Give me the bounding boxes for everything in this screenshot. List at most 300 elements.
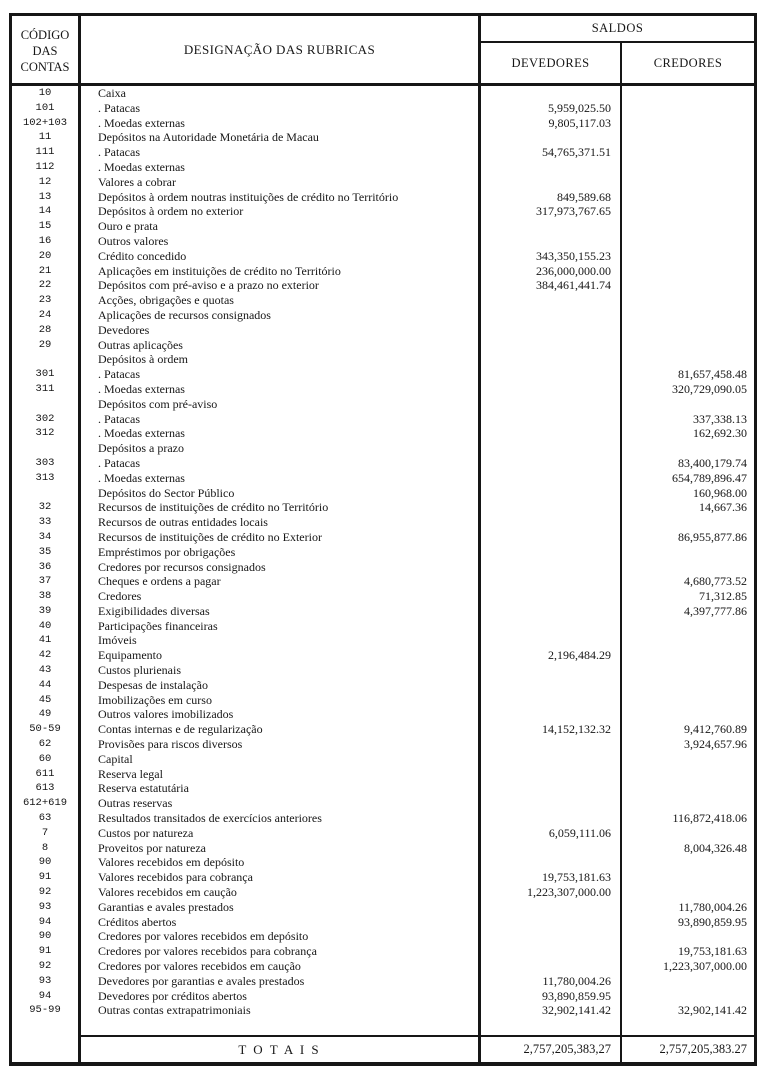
credores-value bbox=[622, 145, 754, 160]
devedores-value bbox=[481, 796, 622, 811]
devedores-value bbox=[481, 781, 622, 796]
table-row bbox=[12, 737, 754, 752]
table-row bbox=[12, 604, 754, 619]
rubric-label: Participações financeiras bbox=[81, 619, 481, 634]
header-saldos bbox=[481, 16, 754, 43]
account-code: 94 bbox=[12, 989, 81, 1004]
table-row bbox=[12, 515, 754, 530]
credores-value: 83,400,179.74 bbox=[678, 455, 747, 470]
account-code: 32 bbox=[12, 500, 81, 515]
account-code: 101 bbox=[12, 101, 81, 116]
table-row bbox=[12, 486, 754, 501]
account-code: 41 bbox=[12, 633, 81, 648]
credores-value bbox=[622, 633, 754, 648]
account-code: 93 bbox=[12, 974, 81, 989]
header-saldos-group bbox=[481, 16, 754, 83]
table-row bbox=[12, 101, 754, 116]
rubric-label: Devedores por créditos abertos bbox=[81, 989, 481, 1004]
rubric-label: Caixa bbox=[81, 86, 481, 101]
account-code: 29 bbox=[12, 338, 81, 353]
account-code: 23 bbox=[12, 293, 81, 308]
rubric-label: Depósitos a prazo bbox=[81, 441, 481, 456]
table-row bbox=[12, 589, 754, 604]
rubric-label: Proveitos por natureza bbox=[81, 841, 481, 856]
credores-value: 162,692.30 bbox=[693, 426, 747, 441]
table-row bbox=[12, 426, 754, 441]
header-codigo-line3: CONTAS bbox=[20, 59, 70, 74]
table-row bbox=[12, 293, 754, 308]
table-row bbox=[12, 412, 754, 427]
rubric-label: Outras reservas bbox=[81, 796, 481, 811]
rubric-label: Cheques e ordens a pagar bbox=[81, 574, 481, 589]
rubric-label: Credores bbox=[81, 589, 481, 604]
devedores-value: 384,461,441.74 bbox=[481, 278, 622, 293]
rubric-label: Devedores por garantias e avales prestados bbox=[81, 974, 481, 989]
credores-value: 8,004,326.48 bbox=[684, 840, 747, 855]
devedores-value bbox=[481, 308, 622, 323]
account-code: 15 bbox=[12, 219, 81, 234]
table-row bbox=[12, 278, 754, 293]
account-code: 93 bbox=[12, 900, 81, 915]
credores-value bbox=[622, 663, 754, 678]
account-code: 10 bbox=[12, 86, 81, 101]
credores-value bbox=[622, 234, 754, 249]
credores-value bbox=[622, 278, 754, 293]
table-row bbox=[12, 264, 754, 279]
account-code: 611 bbox=[12, 767, 81, 782]
devedores-value bbox=[481, 959, 622, 974]
table-row bbox=[12, 560, 754, 575]
devedores-value: 317,973,767.65 bbox=[481, 204, 622, 219]
credores-value: 4,397,777.86 bbox=[684, 603, 747, 618]
credores-value bbox=[622, 515, 754, 530]
table-row bbox=[12, 190, 754, 205]
table-row bbox=[12, 811, 754, 826]
account-code: 38 bbox=[12, 589, 81, 604]
devedores-value: 236,000,000.00 bbox=[481, 264, 622, 279]
totals-code-cell bbox=[12, 1035, 81, 1062]
rubric-label: Aplicações de recursos consignados bbox=[81, 308, 481, 323]
rubric-label: Contas internas e de regularização bbox=[81, 722, 481, 737]
account-code: 613 bbox=[12, 781, 81, 796]
rubric-label: Recursos de instituições de crédito no Território bbox=[81, 500, 481, 515]
header-codigo-line1: CÓDIGO bbox=[20, 27, 70, 42]
rubric-label: . Patacas bbox=[81, 456, 481, 471]
account-code: 63 bbox=[12, 811, 81, 826]
totals-label: T O T A I S bbox=[81, 1035, 481, 1062]
credores-value bbox=[622, 796, 754, 811]
credores-value bbox=[622, 116, 754, 131]
credores-value bbox=[622, 648, 754, 663]
table-row bbox=[12, 116, 754, 131]
account-code: 22 bbox=[12, 278, 81, 293]
devedores-value: 93,890,859.95 bbox=[481, 989, 622, 1004]
devedores-value: 5,959,025.50 bbox=[481, 101, 622, 116]
credores-value bbox=[622, 989, 754, 1004]
devedores-value bbox=[481, 471, 622, 486]
rubric-label: . Moedas externas bbox=[81, 426, 481, 441]
devedores-value bbox=[481, 693, 622, 708]
account-code: 90 bbox=[12, 855, 81, 870]
rubric-label: Outros valores imobilizados bbox=[81, 707, 481, 722]
account-code: 42 bbox=[12, 648, 81, 663]
totals-row bbox=[12, 1035, 754, 1062]
account-code: 313 bbox=[12, 471, 81, 486]
rubric-label: Outras contas extrapatrimoniais bbox=[81, 1003, 481, 1018]
header-saldos-label: SALDOS bbox=[591, 21, 644, 35]
credores-value bbox=[622, 338, 754, 353]
header-codigo-das-contas bbox=[12, 16, 81, 83]
account-code: 49 bbox=[12, 707, 81, 722]
rubric-label: Valores recebidos em depósito bbox=[81, 855, 481, 870]
table-row bbox=[12, 175, 754, 190]
account-code: 8 bbox=[12, 841, 81, 856]
devedores-value bbox=[481, 841, 622, 856]
devedores-value: 343,350,155.23 bbox=[481, 249, 622, 264]
table-row bbox=[12, 767, 754, 782]
account-code: 34 bbox=[12, 530, 81, 545]
devedores-value bbox=[481, 589, 622, 604]
devedores-value bbox=[481, 633, 622, 648]
rubric-label: Credores por valores recebidos em depósito bbox=[81, 929, 481, 944]
table-row bbox=[12, 678, 754, 693]
header-devedores-label: DEVEDORES bbox=[511, 55, 590, 70]
devedores-value bbox=[481, 323, 622, 338]
totals-credores-value: 2,757,205,383.27 bbox=[622, 1035, 754, 1062]
rubric-label: . Patacas bbox=[81, 145, 481, 160]
devedores-value bbox=[481, 545, 622, 560]
devedores-value: 849,589.68 bbox=[481, 190, 622, 205]
table-row bbox=[12, 500, 754, 515]
devedores-value bbox=[481, 944, 622, 959]
credores-value bbox=[622, 870, 754, 885]
account-code: 16 bbox=[12, 234, 81, 249]
table-row bbox=[12, 234, 754, 249]
account-code: 60 bbox=[12, 752, 81, 767]
credores-value: 3,924,657.96 bbox=[684, 737, 747, 752]
credores-value bbox=[622, 86, 754, 101]
account-code: 94 bbox=[12, 915, 81, 930]
credores-value bbox=[622, 752, 754, 767]
table-row bbox=[12, 1003, 754, 1018]
table-row bbox=[12, 249, 754, 264]
account-code: 24 bbox=[12, 308, 81, 323]
account-code: 12 bbox=[12, 175, 81, 190]
credores-value bbox=[622, 855, 754, 870]
header-codigo-line2: DAS bbox=[32, 43, 58, 58]
devedores-value: 14,152,132.32 bbox=[481, 722, 622, 737]
table-row bbox=[12, 781, 754, 796]
table-header bbox=[12, 16, 754, 86]
credores-value bbox=[622, 885, 754, 900]
account-code bbox=[12, 441, 81, 456]
account-code: 301 bbox=[12, 367, 81, 382]
table-row bbox=[12, 796, 754, 811]
devedores-value bbox=[481, 929, 622, 944]
credores-value bbox=[622, 974, 754, 989]
rubric-label: Garantias e avales prestados bbox=[81, 900, 481, 915]
rubric-label: Custos plurienais bbox=[81, 663, 481, 678]
header-saldos-subcolumns bbox=[481, 43, 754, 83]
table-row bbox=[12, 367, 754, 382]
rubric-label: . Patacas bbox=[81, 101, 481, 116]
table-row bbox=[12, 915, 754, 930]
credores-value bbox=[622, 101, 754, 116]
rubric-label: Despesas de instalação bbox=[81, 678, 481, 693]
header-credores bbox=[622, 43, 754, 83]
rubric-label: . Patacas bbox=[81, 367, 481, 382]
credores-value bbox=[622, 693, 754, 708]
credores-value bbox=[622, 249, 754, 264]
account-code: 111 bbox=[12, 145, 81, 160]
table-row bbox=[12, 145, 754, 160]
credores-value: 9,412,760.89 bbox=[684, 722, 747, 737]
table-row bbox=[12, 944, 754, 959]
credores-value: 654,789,896.47 bbox=[672, 470, 747, 485]
account-code: 95-99 bbox=[12, 1003, 81, 1018]
table-row bbox=[12, 456, 754, 471]
rubric-label: . Moedas externas bbox=[81, 160, 481, 175]
rubric-label: Depósitos na Autoridade Monetária de Macau bbox=[81, 130, 481, 145]
table-row bbox=[12, 855, 754, 870]
devedores-value bbox=[481, 382, 622, 397]
devedores-value bbox=[481, 338, 622, 353]
devedores-value bbox=[481, 160, 622, 175]
account-code: 91 bbox=[12, 870, 81, 885]
credores-value: 14,667.36 bbox=[699, 500, 747, 515]
account-code: 102+103 bbox=[12, 116, 81, 131]
rubric-label: Equipamento bbox=[81, 648, 481, 663]
devedores-value bbox=[481, 397, 622, 412]
account-code: 28 bbox=[12, 323, 81, 338]
rubric-label: Ouro e prata bbox=[81, 219, 481, 234]
account-code: 40 bbox=[12, 619, 81, 634]
devedores-value: 6,059,111.06 bbox=[481, 826, 622, 841]
table-row bbox=[12, 989, 754, 1004]
rubric-label: . Moedas externas bbox=[81, 382, 481, 397]
rubric-label: Recursos de outras entidades locais bbox=[81, 515, 481, 530]
account-code: 7 bbox=[12, 826, 81, 841]
account-code: 45 bbox=[12, 693, 81, 708]
account-code: 35 bbox=[12, 545, 81, 560]
account-code: 11 bbox=[12, 130, 81, 145]
credores-value bbox=[622, 929, 754, 944]
table-row bbox=[12, 841, 754, 856]
credores-value bbox=[622, 707, 754, 722]
devedores-value bbox=[481, 811, 622, 826]
header-devedores bbox=[481, 43, 622, 83]
rubric-label: Outros valores bbox=[81, 234, 481, 249]
account-code: 311 bbox=[12, 382, 81, 397]
table-row bbox=[12, 707, 754, 722]
rubric-label: Credores por valores recebidos em caução bbox=[81, 959, 481, 974]
table-row bbox=[12, 633, 754, 648]
devedores-value bbox=[481, 130, 622, 145]
credores-value: 116,872,418.06 bbox=[672, 811, 747, 826]
credores-value bbox=[622, 767, 754, 782]
rubric-label: Reserva legal bbox=[81, 767, 481, 782]
rubric-label: Credores por recursos consignados bbox=[81, 560, 481, 575]
devedores-value bbox=[481, 486, 622, 501]
credores-value: 11,780,004.26 bbox=[678, 899, 747, 914]
account-code bbox=[12, 397, 81, 412]
rubric-label: . Moedas externas bbox=[81, 471, 481, 486]
credores-value: 81,657,458.48 bbox=[678, 367, 747, 382]
rubric-label: Créditos abertos bbox=[81, 915, 481, 930]
credores-value: 86,955,877.86 bbox=[678, 529, 747, 544]
table-row bbox=[12, 308, 754, 323]
credores-value bbox=[622, 308, 754, 323]
account-code: 33 bbox=[12, 515, 81, 530]
rubric-label: Provisões para riscos diversos bbox=[81, 737, 481, 752]
credores-value: 1,223,307,000.00 bbox=[663, 959, 747, 974]
credores-value bbox=[622, 781, 754, 796]
account-code: 20 bbox=[12, 249, 81, 264]
credores-value bbox=[622, 441, 754, 456]
account-code: 39 bbox=[12, 604, 81, 619]
table-row bbox=[12, 929, 754, 944]
account-code: 62 bbox=[12, 737, 81, 752]
devedores-value bbox=[481, 574, 622, 589]
devedores-value bbox=[481, 530, 622, 545]
rubric-label: Devedores bbox=[81, 323, 481, 338]
table-row bbox=[12, 900, 754, 915]
table-row bbox=[12, 693, 754, 708]
account-code: 302 bbox=[12, 412, 81, 427]
credores-value bbox=[622, 352, 754, 367]
devedores-value bbox=[481, 426, 622, 441]
credores-value bbox=[622, 560, 754, 575]
devedores-value bbox=[481, 219, 622, 234]
devedores-value bbox=[481, 456, 622, 471]
table-row bbox=[12, 648, 754, 663]
credores-value bbox=[622, 678, 754, 693]
table-row bbox=[12, 752, 754, 767]
account-code: 21 bbox=[12, 264, 81, 279]
rubric-label: Valores a cobrar bbox=[81, 175, 481, 190]
rubric-label: Credores por valores recebidos para cobrança bbox=[81, 944, 481, 959]
totals-devedores-value: 2,757,205,383,27 bbox=[481, 1035, 622, 1062]
devedores-value bbox=[481, 737, 622, 752]
rubric-label: Depósitos com pré-aviso e a prazo no exterior bbox=[81, 278, 481, 293]
devedores-value bbox=[481, 293, 622, 308]
account-code: 13 bbox=[12, 190, 81, 205]
table-row bbox=[12, 530, 754, 545]
rubric-label: Depósitos com pré-aviso bbox=[81, 397, 481, 412]
credores-value bbox=[622, 545, 754, 560]
devedores-value bbox=[481, 915, 622, 930]
rubric-label: Crédito concedido bbox=[81, 249, 481, 264]
credores-value: 32,902,141.42 bbox=[678, 1003, 747, 1018]
table-row bbox=[12, 885, 754, 900]
credores-value: 4,680,773.52 bbox=[684, 574, 747, 589]
account-code: 112 bbox=[12, 160, 81, 175]
credores-value: 71,312.85 bbox=[699, 589, 747, 604]
table-row bbox=[12, 826, 754, 841]
account-code bbox=[12, 486, 81, 501]
rubric-label: Acções, obrigações e quotas bbox=[81, 293, 481, 308]
rubric-label: Depósitos à ordem noutras instituições de crédito no Território bbox=[81, 190, 481, 205]
credores-value bbox=[622, 190, 754, 205]
credores-value: 160,968.00 bbox=[693, 485, 747, 500]
credores-value bbox=[622, 264, 754, 279]
devedores-value bbox=[481, 752, 622, 767]
table-row bbox=[12, 219, 754, 234]
credores-value bbox=[622, 826, 754, 841]
account-code: 303 bbox=[12, 456, 81, 471]
account-code: 92 bbox=[12, 959, 81, 974]
rubric-label: Imobilizações em curso bbox=[81, 693, 481, 708]
devedores-value bbox=[481, 175, 622, 190]
table-row bbox=[12, 663, 754, 678]
devedores-value: 54,765,371.51 bbox=[481, 145, 622, 160]
devedores-value: 32,902,141.42 bbox=[481, 1003, 622, 1018]
credores-value bbox=[622, 175, 754, 190]
credores-value: 320,729,090.05 bbox=[672, 381, 747, 396]
devedores-value bbox=[481, 86, 622, 101]
table-row bbox=[12, 323, 754, 338]
rubric-label: Capital bbox=[81, 752, 481, 767]
table-row bbox=[12, 959, 754, 974]
credores-value bbox=[622, 219, 754, 234]
table-row bbox=[12, 160, 754, 175]
rubric-label: Empréstimos por obrigações bbox=[81, 545, 481, 560]
credores-value bbox=[622, 397, 754, 412]
devedores-value: 11,780,004.26 bbox=[481, 974, 622, 989]
account-code: 90 bbox=[12, 929, 81, 944]
rubric-label: Depósitos à ordem no exterior bbox=[81, 204, 481, 219]
account-code: 91 bbox=[12, 944, 81, 959]
table-row bbox=[12, 870, 754, 885]
credores-value: 93,890,859.95 bbox=[678, 914, 747, 929]
rubric-label: Valores recebidos para cobrança bbox=[81, 870, 481, 885]
rubric-label: . Patacas bbox=[81, 412, 481, 427]
devedores-value bbox=[481, 500, 622, 515]
rubric-label: Depósitos à ordem bbox=[81, 352, 481, 367]
header-designacao bbox=[81, 16, 481, 83]
devedores-value bbox=[481, 412, 622, 427]
rubric-label: Imóveis bbox=[81, 633, 481, 648]
credores-value: 337,338.13 bbox=[693, 411, 747, 426]
devedores-value bbox=[481, 707, 622, 722]
rubric-label: Resultados transitados de exercícios anteriores bbox=[81, 811, 481, 826]
devedores-value bbox=[481, 515, 622, 530]
table-row bbox=[12, 574, 754, 589]
table-row bbox=[12, 722, 754, 737]
account-code: 37 bbox=[12, 574, 81, 589]
rubric-label: Exigibilidades diversas bbox=[81, 604, 481, 619]
devedores-value: 2,196,484.29 bbox=[481, 648, 622, 663]
rubric-label: Custos por natureza bbox=[81, 826, 481, 841]
empty-spacer-row bbox=[12, 1018, 754, 1035]
devedores-value: 19,753,181.63 bbox=[481, 870, 622, 885]
table-row bbox=[12, 86, 754, 101]
account-code: 92 bbox=[12, 885, 81, 900]
table-row bbox=[12, 619, 754, 634]
devedores-value bbox=[481, 619, 622, 634]
credores-value bbox=[622, 204, 754, 219]
rubric-label: Recursos de instituições de crédito no Exterior bbox=[81, 530, 481, 545]
credores-value bbox=[622, 293, 754, 308]
devedores-value: 1,223,307,000.00 bbox=[481, 885, 622, 900]
devedores-value bbox=[481, 900, 622, 915]
devedores-value bbox=[481, 767, 622, 782]
credores-value bbox=[622, 323, 754, 338]
rubric-label: Outras aplicações bbox=[81, 338, 481, 353]
devedores-value bbox=[481, 855, 622, 870]
devedores-value bbox=[481, 234, 622, 249]
account-code: 312 bbox=[12, 426, 81, 441]
